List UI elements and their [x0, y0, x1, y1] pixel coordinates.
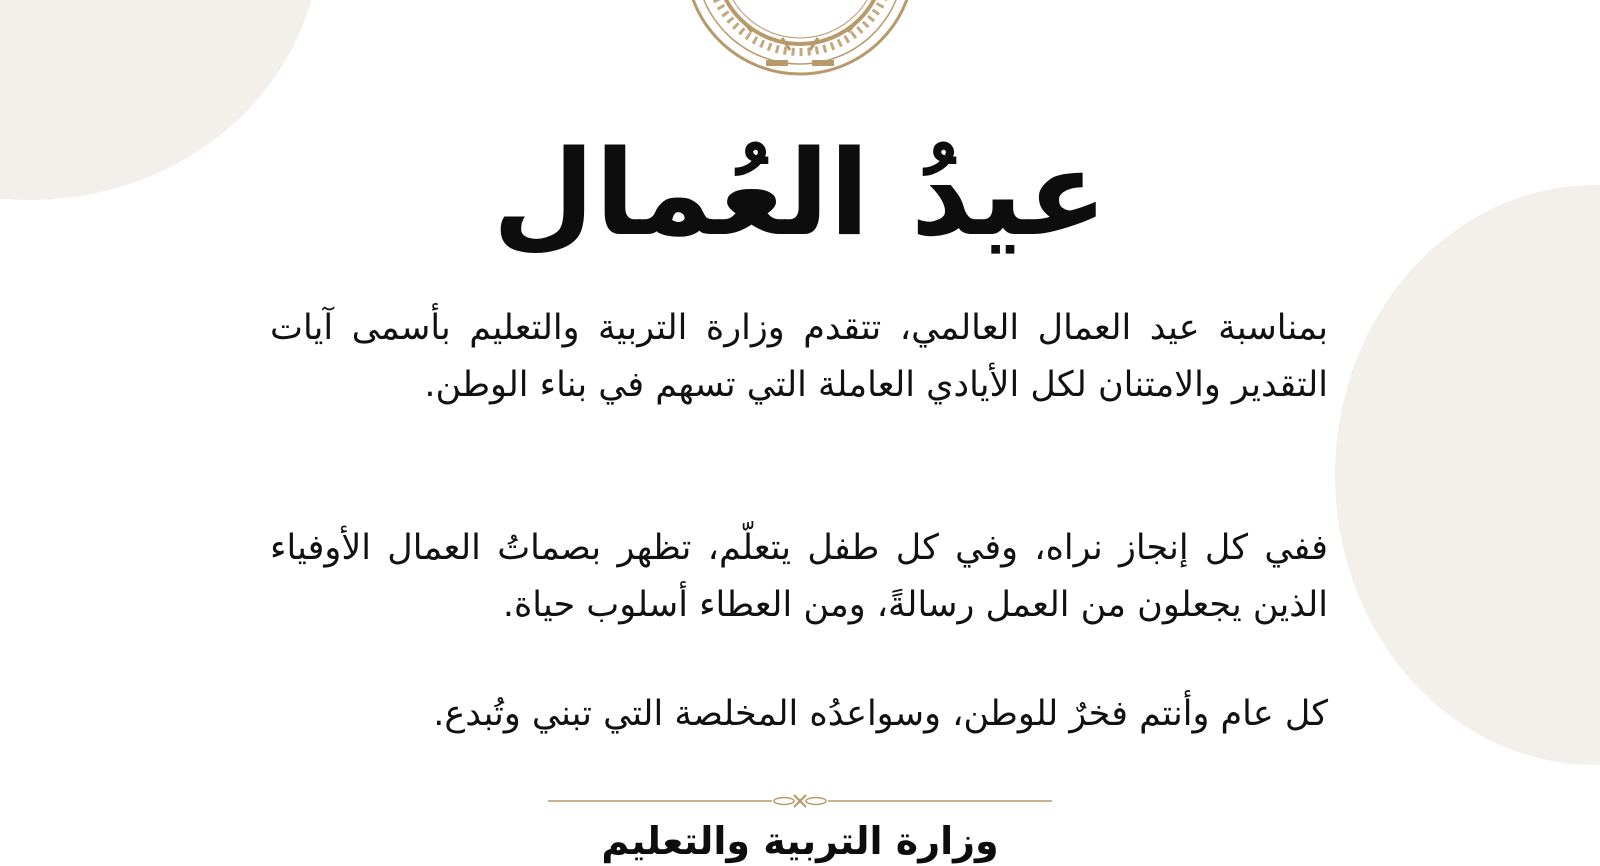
seal-graphic	[682, 0, 918, 78]
ornamental-divider	[548, 794, 1052, 808]
ministry-seal-logo	[682, 0, 918, 78]
signature-ministry-name: وزارة التربية والتعليم	[601, 819, 999, 863]
paragraph-closing: كل عام وأنتم فخرٌ للوطن، وسواعدُه المخلصة التي تبني وتُبدع.	[433, 694, 1328, 734]
decorative-blob-right	[1335, 185, 1600, 765]
paragraph-greeting: بمناسبة عيد العمال العالمي، تتقدم وزارة التربية والتعليم بأسمى آيات التقدير والامتنان لكل الأيادي العاملة التي تسهم في بناء الوطن.	[270, 308, 1328, 405]
page-title: عيدُ العُمال	[492, 124, 1108, 262]
divider-ornament-icon	[548, 794, 1052, 808]
paragraph-achievement: ففي كل إنجاز نراه، وفي كل طفل يتعلّم، تظهر بصماتُ العمال الأوفياء الذين يجعلون من العمل رسالةً، ومن العطاء أسلوب حياة.	[270, 528, 1328, 625]
